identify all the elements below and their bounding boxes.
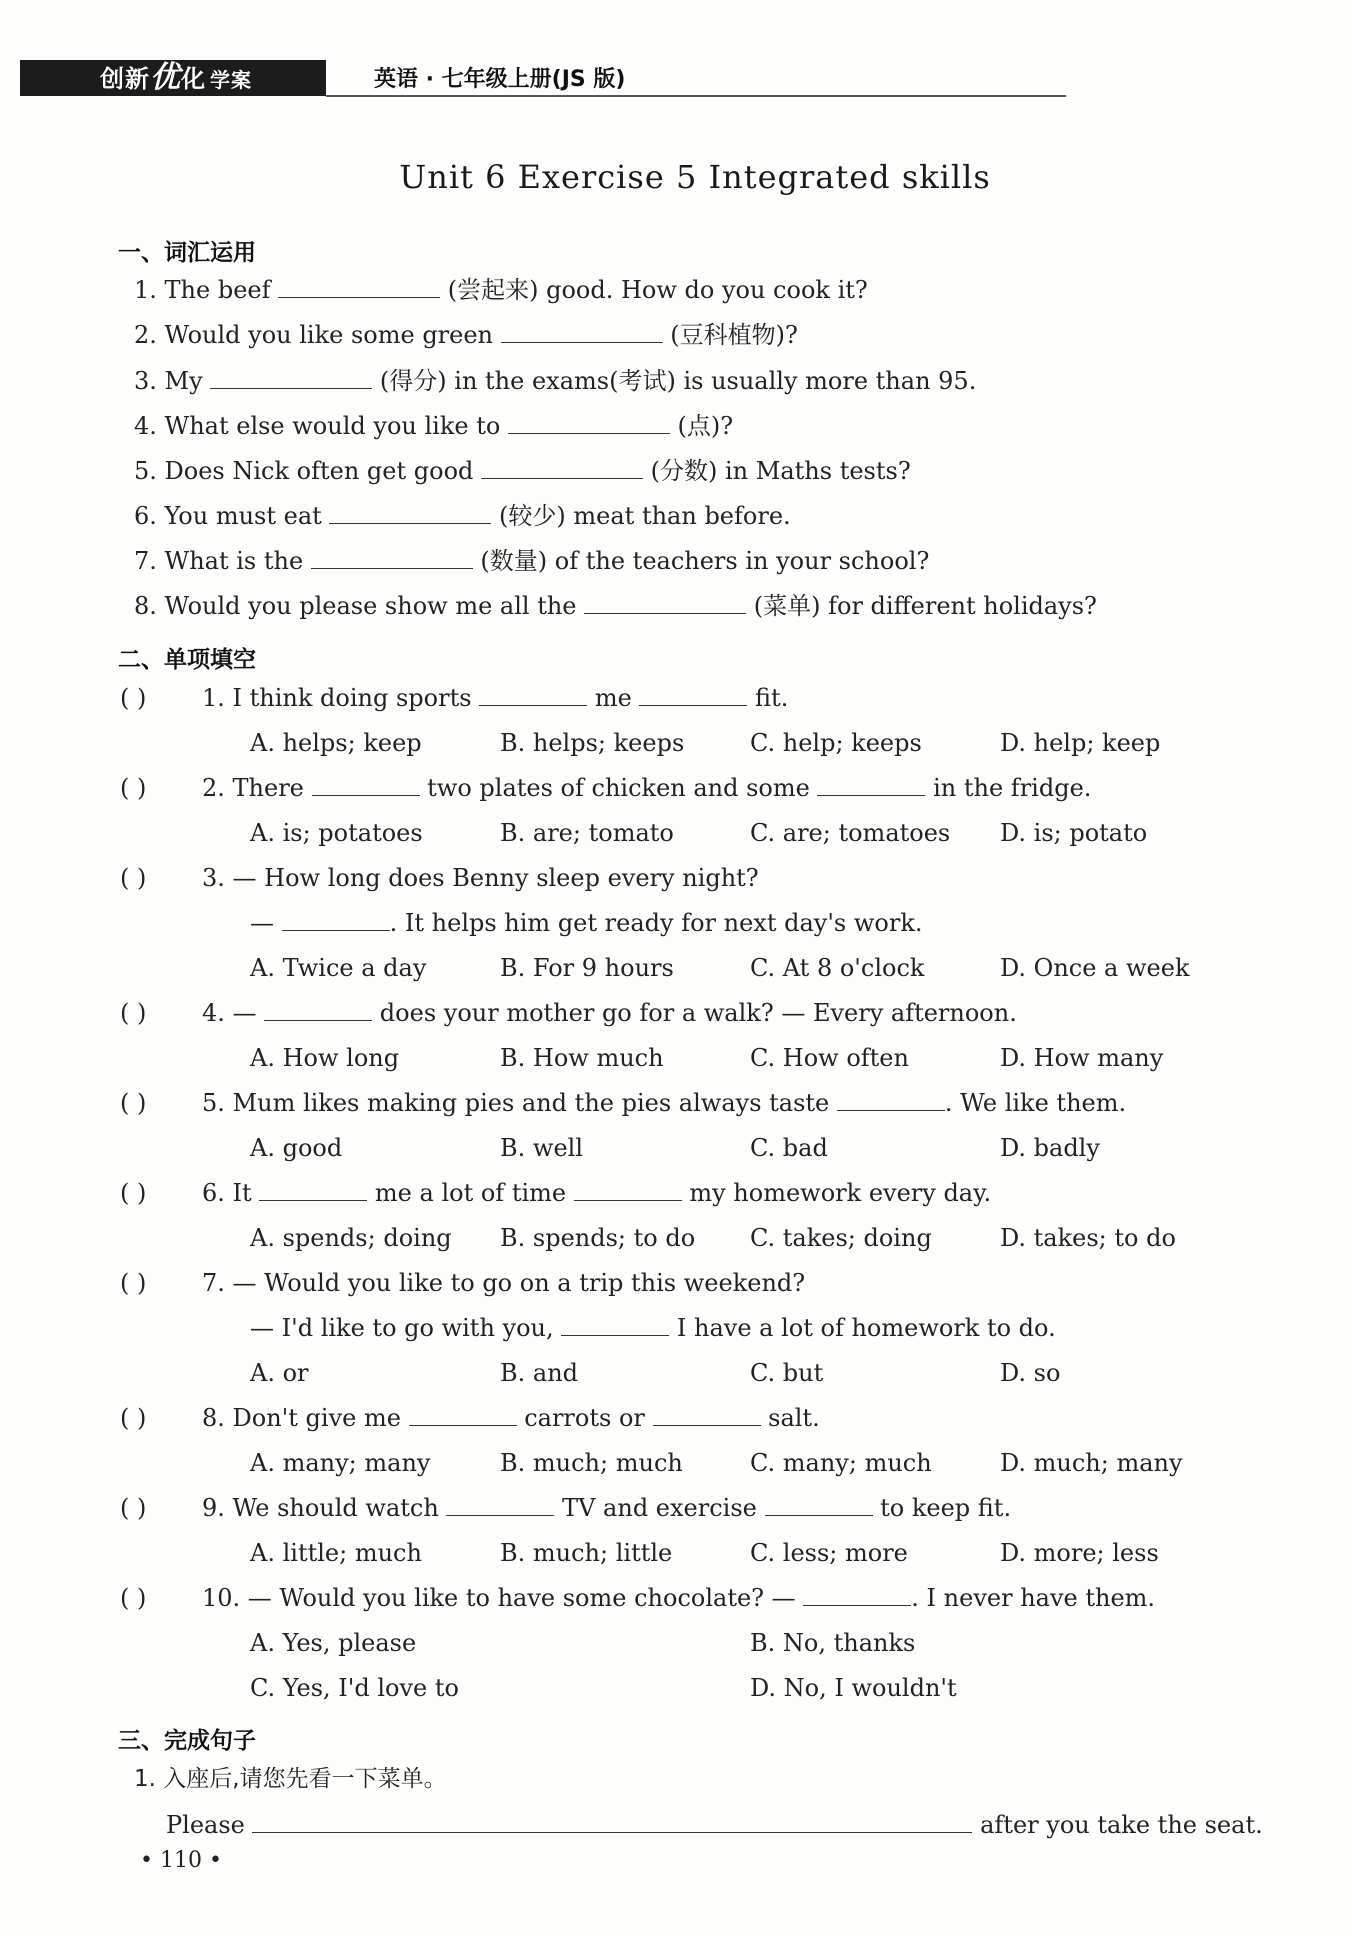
option-d[interactable]: D. much; many: [1000, 1449, 1183, 1477]
logo-text-1: 创新: [100, 65, 150, 93]
answer-blank[interactable]: [817, 773, 925, 796]
answer-blank[interactable]: [264, 998, 372, 1021]
section-heading-complete-sentences: 三、完成句子: [118, 1728, 256, 1754]
option-c[interactable]: C. are; tomatoes: [750, 819, 951, 847]
answer-blank[interactable]: [311, 546, 473, 569]
question-stem: ( ) 4. — does your mother go for a walk? — Every afternoon.: [120, 999, 1017, 1027]
answer-blank[interactable]: [561, 1313, 669, 1336]
option-a[interactable]: A. or: [250, 1359, 309, 1387]
option-d[interactable]: D. so: [1000, 1359, 1061, 1387]
answer-blank[interactable]: [837, 1088, 945, 1111]
option-b[interactable]: B. helps; keeps: [500, 729, 685, 757]
book-title: 英语 · 七年级上册(JS 版): [374, 67, 626, 92]
question-stem: ( ) 10. — Would you like to have some chocolate? — . I never have them.: [120, 1584, 1156, 1612]
answer-paren[interactable]: ( ): [120, 1269, 147, 1297]
answer-paren[interactable]: ( ): [120, 1404, 147, 1432]
option-c[interactable]: C. but: [750, 1359, 824, 1387]
sentence-completion: Please after you take the seat.: [166, 1811, 1263, 1839]
option-d[interactable]: D. is; potato: [1000, 819, 1148, 847]
option-a[interactable]: A. How long: [250, 1044, 400, 1072]
question-dialogue-line: — I'd like to go with you, I have a lot of homework to do.: [250, 1314, 1056, 1342]
answer-blank[interactable]: [312, 773, 420, 796]
option-a[interactable]: A. many; many: [250, 1449, 431, 1477]
option-a[interactable]: A. spends; doing: [250, 1224, 452, 1252]
answer-blank[interactable]: [765, 1493, 873, 1516]
vocab-item: 6. You must eat (较少) meat than before.: [134, 502, 791, 530]
answer-blank[interactable]: [481, 456, 643, 479]
question-stem: ( ) 8. Don't give me carrots or salt.: [120, 1404, 820, 1432]
option-c[interactable]: C. bad: [750, 1134, 828, 1162]
header-divider: [326, 95, 1066, 97]
answer-paren[interactable]: ( ): [120, 1584, 147, 1612]
option-row: [250, 1133, 1200, 1163]
question-stem: ( ) 6. It me a lot of time my homework every day.: [120, 1179, 992, 1207]
option-c[interactable]: C. At 8 o'clock: [750, 954, 925, 982]
option-row: [250, 728, 1200, 758]
option-b[interactable]: B. For 9 hours: [500, 954, 674, 982]
question-dialogue-line: — . It helps him get ready for next day's work.: [250, 909, 923, 937]
option-row: [250, 1223, 1200, 1253]
answer-paren[interactable]: ( ): [120, 1179, 147, 1207]
answer-blank[interactable]: [639, 683, 747, 706]
option-d[interactable]: D. Once a week: [1000, 954, 1190, 982]
answer-blank[interactable]: [252, 1810, 972, 1833]
question-stem: ( ) 5. Mum likes making pies and the pies always taste . We like them.: [120, 1089, 1127, 1117]
logo-text-3: 化: [181, 65, 206, 93]
option-b[interactable]: B. are; tomato: [500, 819, 674, 847]
answer-paren[interactable]: ( ): [120, 864, 147, 892]
answer-paren[interactable]: ( ): [120, 774, 147, 802]
option-b[interactable]: B. No, thanks: [750, 1629, 916, 1657]
question-stem: ( ) 2. There two plates of chicken and some in the fridge.: [120, 774, 1092, 802]
option-c[interactable]: C. Yes, I'd love to: [250, 1674, 459, 1702]
vocab-item: 3. My (得分) in the exams(考试) is usually more than 95.: [134, 367, 977, 395]
page-number: • 110 •: [140, 1848, 222, 1873]
question-stem: ( ) 3. — How long does Benny sleep every night?: [120, 864, 759, 892]
option-row: [250, 818, 1200, 848]
logo-text-2: 优: [150, 60, 181, 95]
option-c[interactable]: C. help; keeps: [750, 729, 922, 757]
answer-paren[interactable]: ( ): [120, 684, 147, 712]
answer-blank[interactable]: [584, 591, 746, 614]
answer-paren[interactable]: ( ): [120, 1089, 147, 1117]
option-d[interactable]: D. takes; to do: [1000, 1224, 1176, 1252]
answer-blank[interactable]: [803, 1583, 911, 1606]
option-d[interactable]: D. help; keep: [1000, 729, 1161, 757]
section-heading-vocabulary: 一、词汇运用: [118, 240, 256, 266]
page-title: Unit 6 Exercise 5 Integrated skills: [399, 158, 991, 196]
answer-blank[interactable]: [508, 411, 670, 434]
answer-blank[interactable]: [409, 1403, 517, 1426]
option-row: [250, 1043, 1200, 1073]
question-stem: ( ) 7. — Would you like to go on a trip this weekend?: [120, 1269, 806, 1297]
option-b[interactable]: B. How much: [500, 1044, 664, 1072]
option-a[interactable]: A. Twice a day: [250, 954, 427, 982]
chinese-prompt: 1. 入座后,请您先看一下菜单。: [134, 1766, 447, 1792]
option-b[interactable]: B. spends; to do: [500, 1224, 696, 1252]
vocab-item: 8. Would you please show me all the (菜单) for different holidays?: [134, 592, 1097, 620]
option-b[interactable]: B. much; much: [500, 1449, 683, 1477]
vocab-item: 5. Does Nick often get good (分数) in Maths tests?: [134, 457, 911, 485]
answer-blank[interactable]: [278, 275, 440, 298]
vocab-item: 2. Would you like some green (豆科植物)?: [134, 321, 798, 349]
option-d[interactable]: D. more; less: [1000, 1539, 1159, 1567]
option-d[interactable]: D. badly: [1000, 1134, 1100, 1162]
answer-blank[interactable]: [259, 1178, 367, 1201]
option-row: [250, 1358, 1200, 1388]
answer-blank[interactable]: [653, 1403, 761, 1426]
answer-blank[interactable]: [446, 1493, 554, 1516]
option-row: [250, 1628, 1200, 1658]
option-d[interactable]: D. No, I wouldn't: [750, 1674, 957, 1702]
option-d[interactable]: D. How many: [1000, 1044, 1164, 1072]
answer-blank[interactable]: [501, 320, 663, 343]
vocab-item: 1. The beef (尝起来) good. How do you cook it?: [134, 276, 868, 304]
option-b[interactable]: B. and: [500, 1359, 579, 1387]
answer-blank[interactable]: [574, 1178, 682, 1201]
question-stem: ( ) 1. I think doing sports me fit.: [120, 684, 789, 712]
option-c[interactable]: C. takes; doing: [750, 1224, 932, 1252]
option-c[interactable]: C. How often: [750, 1044, 909, 1072]
option-b[interactable]: B. much; little: [500, 1539, 673, 1567]
answer-paren[interactable]: ( ): [120, 999, 147, 1027]
logo-text-4: 学案: [210, 68, 252, 92]
option-c[interactable]: C. many; much: [750, 1449, 932, 1477]
vocab-item: 7. What is the (数量) of the teachers in your school?: [134, 547, 930, 575]
answer-blank[interactable]: [329, 501, 491, 524]
section-heading-single-choice: 二、单项填空: [118, 647, 256, 673]
option-row: [250, 1673, 1200, 1703]
page-header: [20, 58, 1040, 98]
option-row: [250, 1538, 1200, 1568]
option-a[interactable]: A. good: [250, 1134, 343, 1162]
option-a[interactable]: A. helps; keep: [250, 729, 422, 757]
vocab-item: 4. What else would you like to (点)?: [134, 412, 734, 440]
answer-blank[interactable]: [479, 683, 587, 706]
series-logo: [20, 60, 326, 96]
option-row: [250, 1448, 1200, 1478]
question-stem: ( ) 9. We should watch TV and exercise to keep fit.: [120, 1494, 1012, 1522]
option-b[interactable]: B. well: [500, 1134, 583, 1162]
answer-blank[interactable]: [282, 908, 390, 931]
option-a[interactable]: A. is; potatoes: [250, 819, 423, 847]
answer-blank[interactable]: [210, 366, 372, 389]
option-c[interactable]: C. less; more: [750, 1539, 908, 1567]
option-a[interactable]: A. little; much: [250, 1539, 422, 1567]
option-row: [250, 953, 1200, 983]
option-a[interactable]: A. Yes, please: [250, 1629, 417, 1657]
answer-paren[interactable]: ( ): [120, 1494, 147, 1522]
